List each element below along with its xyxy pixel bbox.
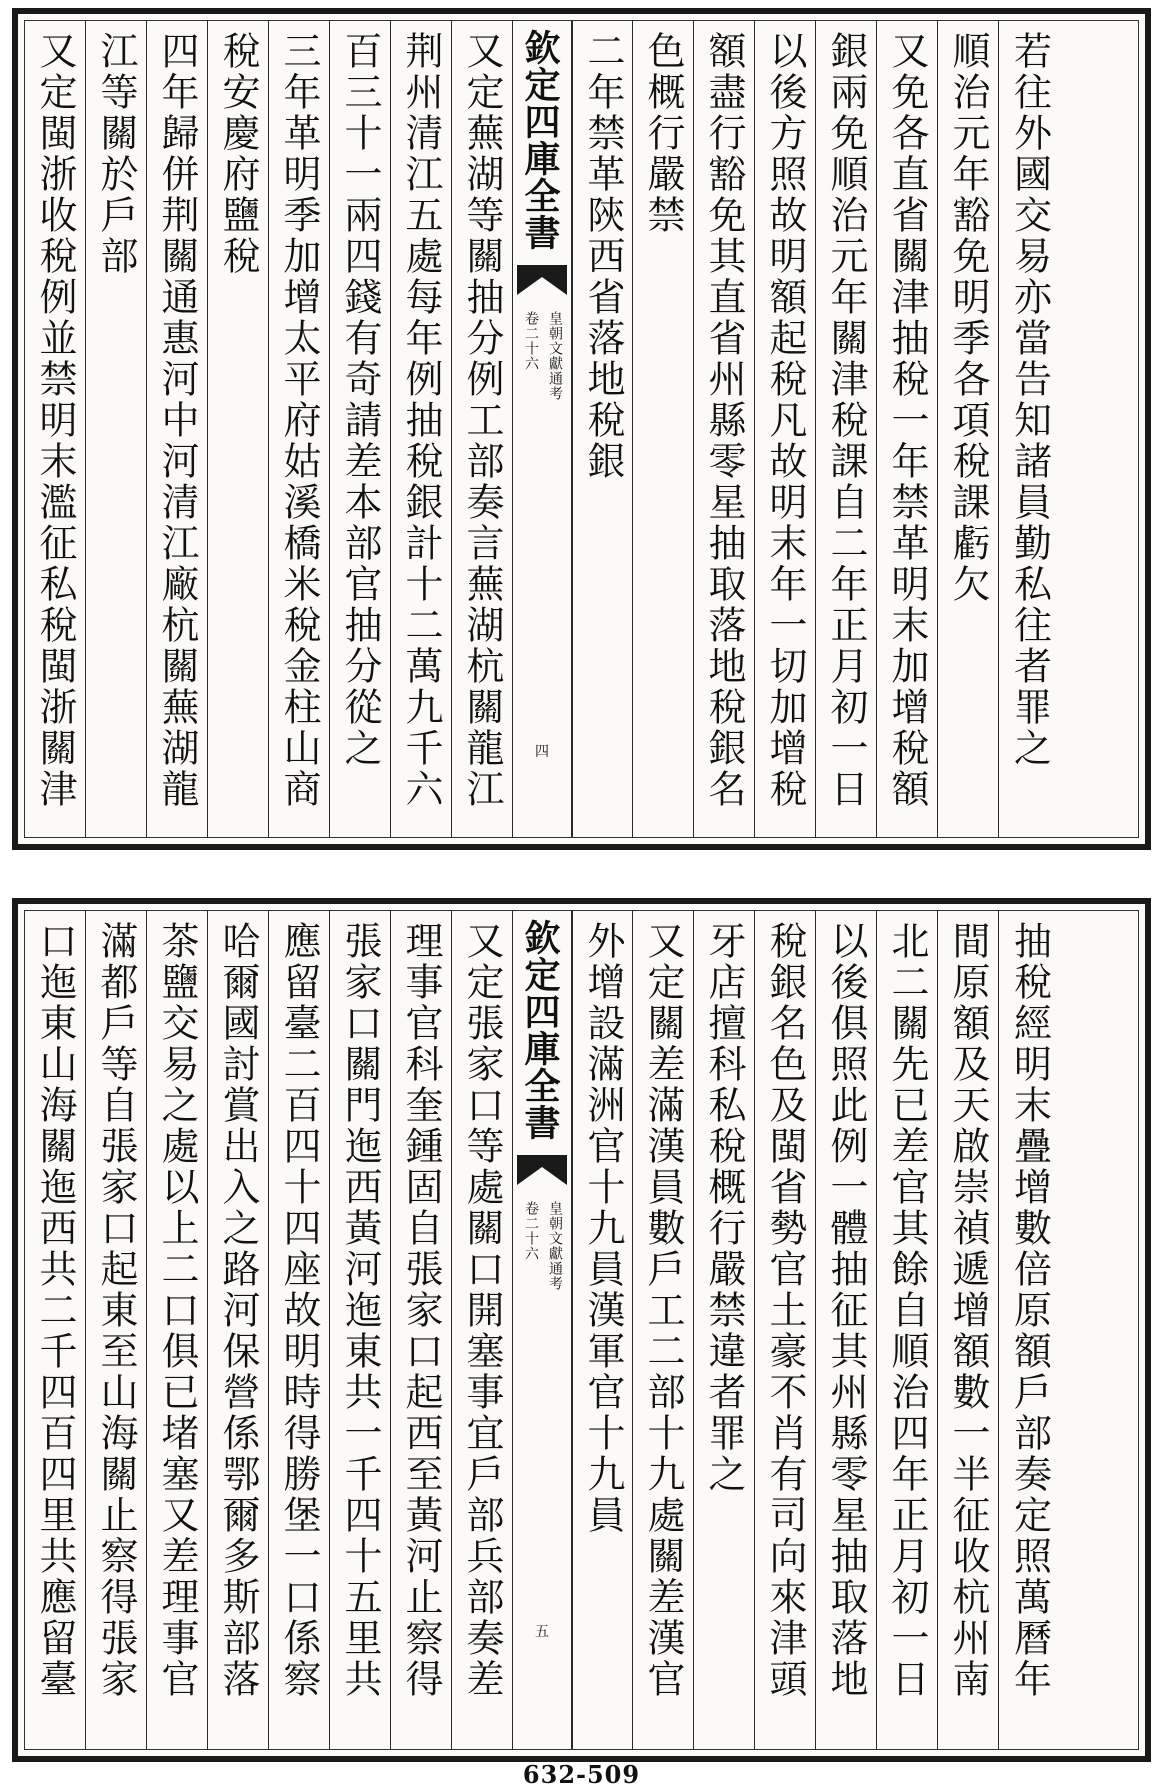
fishtail-mark: [517, 265, 567, 295]
page-number: 五: [535, 1624, 549, 1640]
volume-number: 卷二十六: [523, 1201, 539, 1261]
text-column: [268, 911, 329, 1749]
column-text: 間原額及天啟崇禎遞增額數一半征收杭州南: [946, 921, 990, 1700]
column-text: 二年禁革陝西省落地稅銀: [581, 31, 625, 482]
column-text: 牙店擅科私稅概行嚴禁違者罪之: [702, 921, 746, 1495]
column-text: 外增設滿洲官十九員漢軍官十九員: [581, 921, 625, 1536]
column-text: 哈爾國討賞出入之路河保營係鄂爾多斯部落: [216, 921, 260, 1700]
text-column: [207, 911, 268, 1749]
section-title: 皇朝文獻通考: [547, 1201, 563, 1291]
text-column: [451, 21, 512, 837]
column-text: 額盡行豁免其直省州縣零星抽取落地稅銀名: [702, 31, 746, 810]
text-column: [693, 911, 754, 1749]
column-text: 又免各直省關津抽稅一年禁革明末加增稅額: [885, 31, 929, 810]
text-column: [876, 911, 937, 1749]
page-number: 四: [535, 744, 549, 760]
text-column: [998, 21, 1060, 837]
text-column: [390, 21, 451, 837]
top-page-frame: [24, 20, 1139, 838]
text-column: [25, 21, 85, 837]
scan-page-code: 632-509: [522, 1760, 641, 1789]
text-column: [329, 911, 390, 1749]
text-column: [815, 911, 876, 1749]
column-text: 茶鹽交易之處以上二口俱已堵塞又差理事官: [155, 921, 199, 1700]
column-text: 稅安慶府鹽稅: [216, 31, 260, 277]
text-column: [329, 21, 390, 837]
text-column: [146, 911, 207, 1749]
text-column: [207, 21, 268, 837]
column-text: 江等關於戶部: [94, 31, 138, 277]
text-column: [632, 21, 693, 837]
column-text: 百三十一兩四錢有奇請差本部官抽分從之: [338, 31, 382, 769]
text-column: [815, 21, 876, 837]
text-column: [146, 21, 207, 837]
column-text: 三年革明季加增太平府姑溪橋米稅金柱山商: [277, 31, 321, 810]
text-column: [998, 911, 1060, 1749]
column-text: 又定閩浙收稅例並禁明末濫征私稅閩浙關津: [33, 31, 77, 810]
bottom-page-frame: [24, 910, 1139, 1750]
column-text: 又定關差滿漢員數戶工二部十九處關差漢官: [641, 921, 685, 1700]
center-band: [512, 21, 572, 837]
text-column: [937, 911, 998, 1749]
top-page: [12, 8, 1151, 850]
column-text: 稅銀名色及閩省勢官土豪不肖有司向來津頭: [763, 921, 807, 1700]
column-text: 順治元年豁免明季各項稅課虧欠: [946, 31, 990, 605]
text-column: [754, 911, 815, 1749]
text-column: [85, 21, 146, 837]
bottom-page: [12, 898, 1151, 1762]
text-column: [876, 21, 937, 837]
text-column: [25, 911, 85, 1749]
text-column: [268, 21, 329, 837]
column-text: 以後方照故明額起稅凡故明末年一切加增稅: [763, 31, 807, 810]
fishtail-mark: [517, 1155, 567, 1185]
column-text: 北二關先已差官其餘自順治四年正月初一日: [885, 921, 929, 1700]
column-text: 抽稅經明末疊增數倍原額戶部奏定照萬曆年: [1007, 921, 1052, 1700]
column-text: 以後俱照此例一體抽征其州縣零星抽取落地: [824, 921, 868, 1700]
column-text: 色概行嚴禁: [641, 31, 685, 236]
column-text: 口迤東山海關迤西共二千四百四里共應留臺: [33, 921, 77, 1700]
column-text: 滿都戶等自張家口起東至山海關止察得張家: [94, 921, 138, 1700]
center-band: [512, 911, 572, 1749]
text-column: [390, 911, 451, 1749]
column-text: 四年歸併荆關通惠河中河清江廠杭關蕪湖龍: [155, 31, 199, 810]
column-text: 應留臺二百四十四座故明時得勝堡一口係察: [277, 921, 321, 1700]
column-text: 銀兩免順治元年關津稅課自二年正月初一日: [824, 31, 868, 810]
text-column: [754, 21, 815, 837]
column-text: 張家口關門迤西黃河迤東共一千四十五里共: [338, 921, 382, 1700]
book-title: 欽定四庫全書: [519, 29, 561, 251]
column-text: 又定張家口等處關口開塞事宜戶部兵部奏差: [460, 921, 504, 1700]
column-text: 理事官科奎鍾固自張家口起西至黃河止察得: [399, 921, 443, 1700]
column-text: 又定蕪湖等關抽分例工部奏言蕪湖杭關龍江: [460, 31, 504, 810]
text-column: [572, 911, 632, 1749]
text-column: [693, 21, 754, 837]
text-column: [85, 911, 146, 1749]
text-column: [632, 911, 693, 1749]
column-text: 荆州清江五處每年例抽稅銀計十二萬九千六: [399, 31, 443, 810]
text-column: [451, 911, 512, 1749]
book-title: 欽定四庫全書: [519, 919, 561, 1141]
volume-number: 卷二十六: [523, 311, 539, 371]
text-column: [937, 21, 998, 837]
text-column: [572, 21, 632, 837]
section-title: 皇朝文獻通考: [547, 311, 563, 401]
column-text: 若往外國交易亦當告知諸員勤私往者罪之: [1007, 31, 1052, 769]
